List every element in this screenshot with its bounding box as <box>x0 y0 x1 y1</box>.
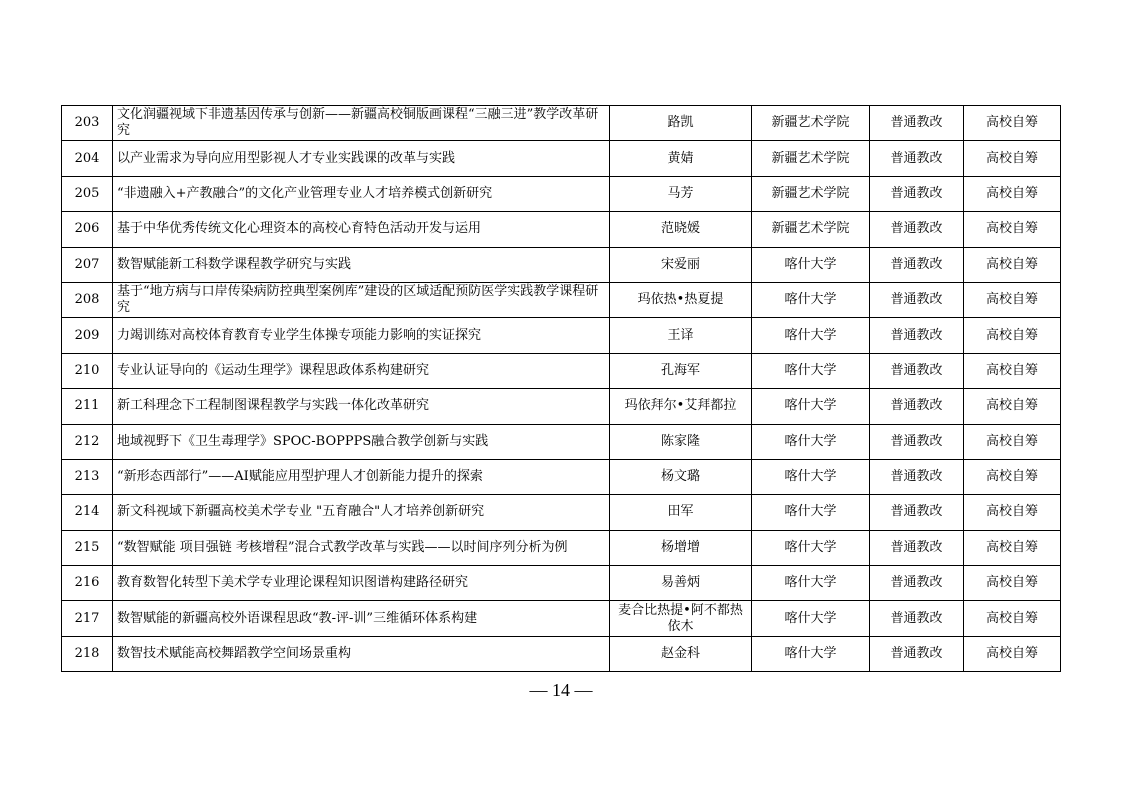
table-row <box>62 247 1061 282</box>
cell-school: 新疆艺术学院 <box>752 212 870 247</box>
cell-project-title: 专业认证导向的《运动生理学》课程思政体系构建研究 <box>113 353 610 388</box>
cell-category: 普通教改 <box>870 636 964 671</box>
cell-school: 喀什大学 <box>752 566 870 601</box>
cell-number: 204 <box>62 141 113 176</box>
cell-category: 普通教改 <box>870 566 964 601</box>
cell-funding: 高校自筹 <box>964 459 1061 494</box>
cell-school: 喀什大学 <box>752 247 870 282</box>
cell-category: 普通教改 <box>870 389 964 424</box>
cell-leader: 杨文璐 <box>610 459 752 494</box>
cell-funding: 高校自筹 <box>964 601 1061 636</box>
cell-leader: 陈家隆 <box>610 424 752 459</box>
cell-leader: 黄婧 <box>610 141 752 176</box>
cell-category: 普通教改 <box>870 141 964 176</box>
cell-category: 普通教改 <box>870 495 964 530</box>
cell-category: 普通教改 <box>870 459 964 494</box>
table-row <box>62 424 1061 459</box>
cell-funding: 高校自筹 <box>964 212 1061 247</box>
cell-category: 普通教改 <box>870 530 964 565</box>
cell-project-title: “非遗融入+产教融合”的文化产业管理专业人才培养模式创新研究 <box>113 176 610 211</box>
cell-number: 214 <box>62 495 113 530</box>
cell-leader: 范晓媛 <box>610 212 752 247</box>
table-row <box>62 141 1061 176</box>
cell-project-title: 数智赋能新工科数学课程教学研究与实践 <box>113 247 610 282</box>
cell-leader: 田军 <box>610 495 752 530</box>
cell-category: 普通教改 <box>870 212 964 247</box>
cell-leader: 麦合比热提•阿不都热依木 <box>610 601 752 636</box>
table-row <box>62 353 1061 388</box>
cell-funding: 高校自筹 <box>964 424 1061 459</box>
page-number: — 14 — <box>529 680 593 700</box>
cell-number: 210 <box>62 353 113 388</box>
cell-leader: 孔海军 <box>610 353 752 388</box>
table-body <box>62 106 1061 672</box>
cell-funding: 高校自筹 <box>964 530 1061 565</box>
cell-leader: 易善炳 <box>610 566 752 601</box>
cell-project-title: “数智赋能 项目强链 考核增程”混合式教学改革与实践——以时间序列分析为例 <box>113 530 610 565</box>
table-row <box>62 636 1061 671</box>
cell-project-title: 基于“地方病与口岸传染病防控典型案例库”建设的区域适配预防医学实践教学课程研究 <box>113 282 610 317</box>
cell-number: 205 <box>62 176 113 211</box>
cell-funding: 高校自筹 <box>964 353 1061 388</box>
cell-funding: 高校自筹 <box>964 141 1061 176</box>
cell-funding: 高校自筹 <box>964 106 1061 141</box>
cell-project-title: 新文科视域下新疆高校美术学专业 "五育融合"人才培养创新研究 <box>113 495 610 530</box>
cell-leader: 杨增增 <box>610 530 752 565</box>
table-row <box>62 389 1061 424</box>
cell-category: 普通教改 <box>870 176 964 211</box>
cell-funding: 高校自筹 <box>964 566 1061 601</box>
project-table <box>61 105 1061 672</box>
cell-project-title: “新形态西部行”——AI赋能应用型护理人才创新能力提升的探索 <box>113 459 610 494</box>
cell-funding: 高校自筹 <box>964 176 1061 211</box>
cell-number: 209 <box>62 318 113 353</box>
cell-leader: 玛依热•热夏提 <box>610 282 752 317</box>
cell-number: 208 <box>62 282 113 317</box>
cell-school: 喀什大学 <box>752 282 870 317</box>
table-row <box>62 176 1061 211</box>
cell-number: 211 <box>62 389 113 424</box>
cell-leader: 路凯 <box>610 106 752 141</box>
table-row <box>62 495 1061 530</box>
table-row <box>62 530 1061 565</box>
cell-school: 喀什大学 <box>752 530 870 565</box>
cell-number: 217 <box>62 601 113 636</box>
cell-project-title: 以产业需求为导向应用型影视人才专业实践课的改革与实践 <box>113 141 610 176</box>
cell-project-title: 教育数智化转型下美术学专业理论课程知识图谱构建路径研究 <box>113 566 610 601</box>
table-row <box>62 318 1061 353</box>
cell-funding: 高校自筹 <box>964 282 1061 317</box>
cell-number: 213 <box>62 459 113 494</box>
cell-school: 喀什大学 <box>752 459 870 494</box>
cell-category: 普通教改 <box>870 318 964 353</box>
cell-school: 新疆艺术学院 <box>752 141 870 176</box>
cell-number: 203 <box>62 106 113 141</box>
table-row <box>62 566 1061 601</box>
table-row <box>62 601 1061 636</box>
cell-funding: 高校自筹 <box>964 247 1061 282</box>
table-row <box>62 106 1061 141</box>
cell-leader: 玛依拜尔•艾拜都拉 <box>610 389 752 424</box>
cell-leader: 王译 <box>610 318 752 353</box>
cell-category: 普通教改 <box>870 601 964 636</box>
table-row <box>62 212 1061 247</box>
cell-funding: 高校自筹 <box>964 636 1061 671</box>
cell-leader: 宋爱丽 <box>610 247 752 282</box>
cell-school: 喀什大学 <box>752 495 870 530</box>
cell-project-title: 数智技术赋能高校舞蹈教学空间场景重构 <box>113 636 610 671</box>
cell-project-title: 地域视野下《卫生毒理学》SPOC-BOPPPS融合教学创新与实践 <box>113 424 610 459</box>
cell-funding: 高校自筹 <box>964 318 1061 353</box>
cell-number: 206 <box>62 212 113 247</box>
cell-school: 喀什大学 <box>752 424 870 459</box>
cell-category: 普通教改 <box>870 353 964 388</box>
cell-school: 喀什大学 <box>752 389 870 424</box>
cell-school: 新疆艺术学院 <box>752 176 870 211</box>
cell-leader: 赵金科 <box>610 636 752 671</box>
cell-funding: 高校自筹 <box>964 389 1061 424</box>
cell-number: 207 <box>62 247 113 282</box>
cell-category: 普通教改 <box>870 247 964 282</box>
cell-project-title: 文化润疆视域下非遗基因传承与创新——新疆高校铜版画课程“三融三进”教学改革研究 <box>113 106 610 141</box>
cell-number: 216 <box>62 566 113 601</box>
cell-category: 普通教改 <box>870 424 964 459</box>
cell-project-title: 新工科理念下工程制图课程教学与实践一体化改革研究 <box>113 389 610 424</box>
cell-leader: 马芳 <box>610 176 752 211</box>
cell-school: 喀什大学 <box>752 318 870 353</box>
cell-school: 喀什大学 <box>752 636 870 671</box>
cell-project-title: 数智赋能的新疆高校外语课程思政“教-评-训”三维循环体系构建 <box>113 601 610 636</box>
table-row <box>62 282 1061 317</box>
cell-project-title: 力竭训练对高校体育教育专业学生体操专项能力影响的实证探究 <box>113 318 610 353</box>
table-row <box>62 459 1061 494</box>
cell-project-title: 基于中华优秀传统文化心理资本的高校心育特色活动开发与运用 <box>113 212 610 247</box>
cell-school: 新疆艺术学院 <box>752 106 870 141</box>
cell-number: 215 <box>62 530 113 565</box>
cell-funding: 高校自筹 <box>964 495 1061 530</box>
cell-school: 喀什大学 <box>752 353 870 388</box>
cell-school: 喀什大学 <box>752 601 870 636</box>
cell-number: 218 <box>62 636 113 671</box>
cell-category: 普通教改 <box>870 282 964 317</box>
cell-category: 普通教改 <box>870 106 964 141</box>
cell-number: 212 <box>62 424 113 459</box>
